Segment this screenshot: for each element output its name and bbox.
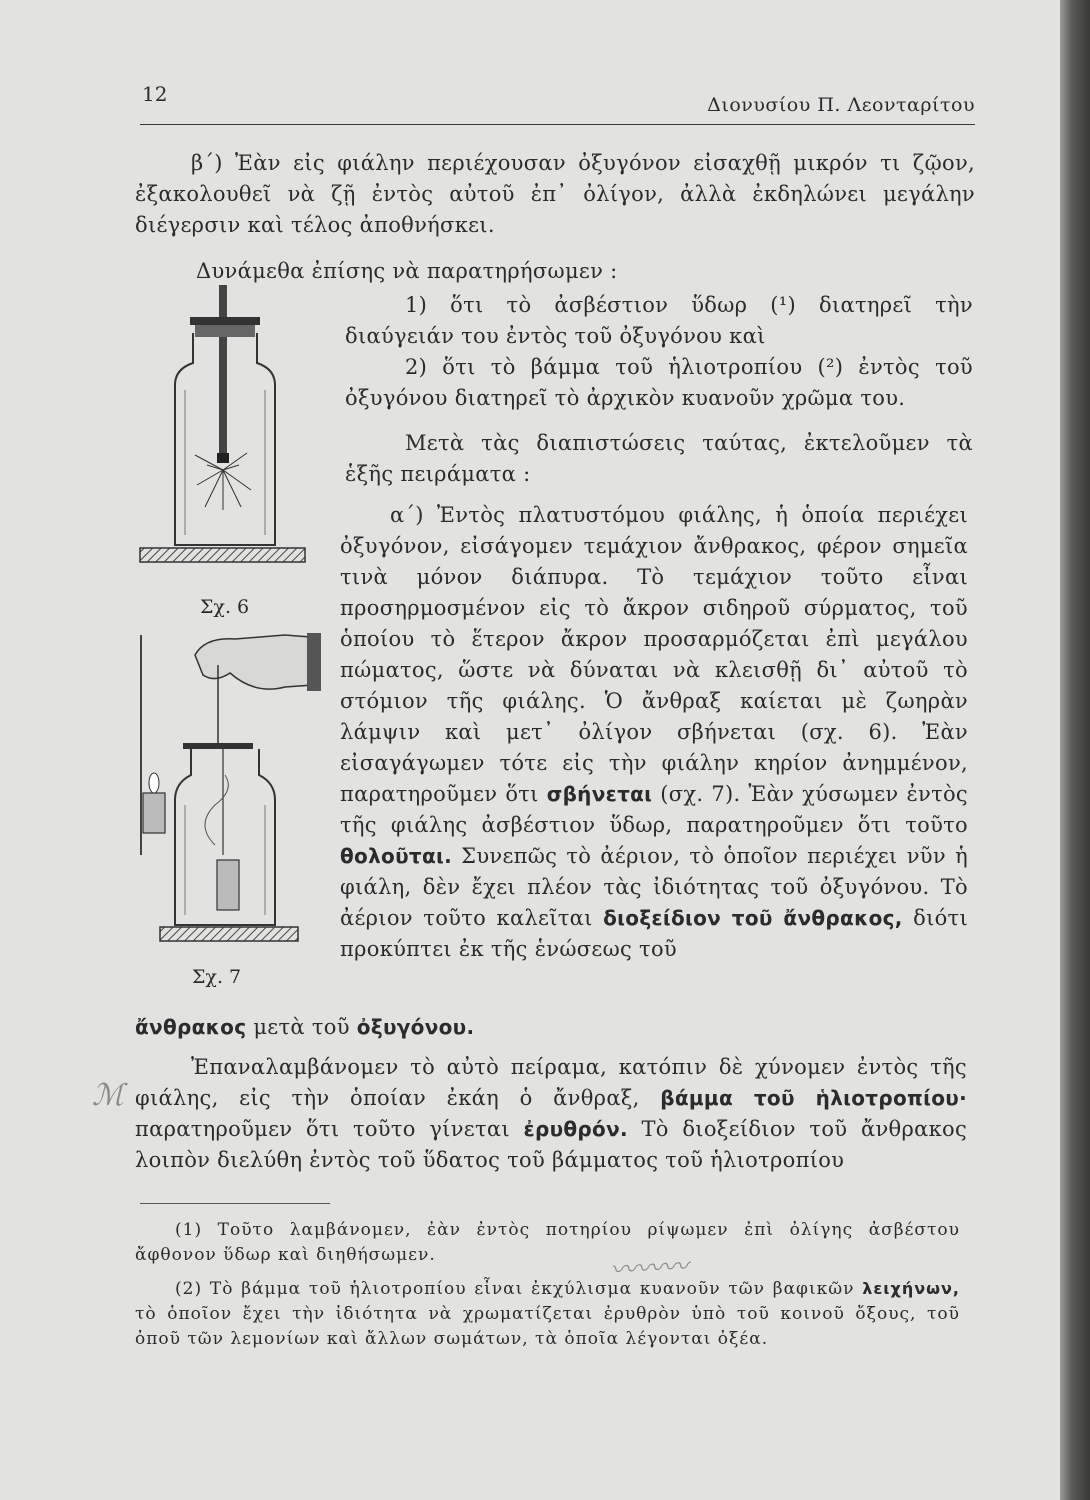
- bold-turbid: θολοῦται.: [340, 844, 452, 868]
- margin-pencil-mark: ℳ: [92, 1078, 125, 1113]
- pencil-underline-mark: 〰〰〰: [609, 1251, 689, 1287]
- page-header: [140, 80, 975, 125]
- figure-7-bottle-candle: [135, 625, 325, 945]
- footnote-rule: [140, 1203, 330, 1204]
- book-spine-edge: [1060, 0, 1090, 1500]
- bold-oxygen: ὀξυγόνου.: [356, 1015, 475, 1039]
- bold-carbon-dioxide: διοξείδιον τοῦ ἄνθρακος,: [603, 906, 903, 930]
- paragraph-item-1: 1) ὅτι τὸ ἀσβέστιον ὕδωρ (¹) διατηρεῖ τὴν διαύγειάν του ἐντὸς τοῦ ὀξυγόνου καὶ: [345, 293, 973, 348]
- bold-carbon: ἄνθρακος: [135, 1015, 247, 1039]
- paragraph-observe: Δυνάμεθα ἐπίσης νὰ παρατηρήσωμεν :: [196, 259, 618, 283]
- figure-6-caption: Σχ. 6: [200, 596, 250, 618]
- paragraph-alpha-end: ἄνθρακος μετὰ τοῦ ὀξυγόνου.: [135, 1015, 475, 1039]
- bold-extinguished: σβήνεται: [546, 782, 653, 806]
- figure-7-caption: Σχ. 7: [192, 966, 242, 988]
- paragraph-findings: Μετὰ τὰς διαπιστώσεις ταύτας, ἐκτελοῦμεν τὰ ἑξῆς πειράματα :: [345, 431, 973, 486]
- page-number: 12: [142, 82, 168, 106]
- paragraph-alpha: α΄) Ἐντὸς πλατυστόμου φιάλης, ἡ ὁποία περιέχει ὀξυγόνον, εἰσάγομεν τεμάχιον ἄνθρακος, φέρον σημεῖα τινὰ μόνον διάπυρα. Τὸ τεμάχιον τοῦτο εἶναι προσηρμοσμένον εἰς τὸ ἄκρον σιδηροῦ σύρματος, τοῦ ὁποίου τὸ ἕτερον ἄκρον προσαρμόζεται ἐπὶ μεγάλου πώματος, ὥστε νὰ δύναται νὰ κλεισθῇ δι᾿ αὐτοῦ τὸ στόμιον τῆς φιάλης. Ὁ ἄνθραξ καίεται μὲ ζωηρὰν λάμψιν καὶ μετ᾿ ὀλίγον σβήνεται (σχ. 6). Ἐὰν εἰσαγάγωμεν τότε εἰς τὴν φιάλην κηρίον ἀνημμένον, παρατηροῦμεν ὅτι σβήνεται (σχ. 7). Ἐὰν χύσωμεν ἐντὸς τῆς φιάλης ἀσβέστιον ὕδωρ, παρατηροῦμεν ὅτι τοῦτο θολοῦται. Συνεπῶς τὸ ἀέριον, τὸ ὁποῖον περιέχει νῦν ἡ φιάλη, δὲν ἔχει πλέον τὰς ἰδιότητας τοῦ ὀξυγόνου. Τὸ ἀέριον τοῦτο καλεῖται διοξείδιον τοῦ ἄνθρακος, διότι προκύπτει ἐκ τῆς ἑνώσεως τοῦ: [340, 503, 968, 961]
- bold-litmus: βάμμα τοῦ ἡλιοτροπίου·: [660, 1086, 967, 1110]
- footnote-2: (2) Τὸ βάμμα τοῦ ἡλιοτροπίου εἶναι ἐκχύλισμα κυανοῦν τῶν βαφικῶν λειχήνων, τὸ ὁποῖον ἔχει τὴν ἰδιότητα νὰ χρωματίζεται ἐρυθρὸν ὑπὸ τοῦ κοινοῦ ὄξους, τοῦ ὀποῦ τῶν λεμονίων καὶ ἄλλων σωμάτων, τὰ ὁποῖα λέγονται ὀξέα.: [135, 1279, 960, 1349]
- figure-6-bottle-charcoal: [135, 285, 315, 575]
- footnote-1: (1) Τοῦτο λαμβάνομεν, ἐὰν ἐντὸς ποτηρίου ρίψωμεν ἐπὶ ὀλίγης ἀσβέστου ἄφθονον ὕδωρ καὶ διηθήσωμεν.: [135, 1220, 960, 1265]
- paragraph-beta: β΄) Ἐὰν εἰς φιάλην περιέχουσαν ὀξυγόνον εἰσαχθῇ μικρόν τι ζῷον, ἐξακολουθεῖ νὰ ζῇ ἐντὸς αὐτοῦ ἐπ᾿ ὀλίγον, ἀλλὰ ἐκδηλώνει μεγάλην διέγερσιν καὶ τέλος ἀποθνήσκει.: [135, 151, 975, 237]
- paragraph-item-2: 2) ὅτι τὸ βάμμα τοῦ ἡλιοτροπίου (²) ἐντὸς τοῦ ὀξυγόνου διατηρεῖ τὸ ἀρχικὸν κυανοῦν χρῶμα του.: [345, 355, 973, 410]
- running-head: Διονυσίου Π. Λεονταρίτου: [707, 94, 975, 116]
- paragraph-litmus: Ἐπαναλαμβάνομεν τὸ αὐτὸ πείραμα, κατόπιν δὲ χύνομεν ἐντὸς τῆς φιάλης, εἰς τὴν ὁποίαν ἐκάη ὁ ἄνθραξ, βάμμα τοῦ ἡλιοτροπίου· παρατηροῦμεν ὅτι τοῦτο γίνεται ἐρυθρόν. Τὸ διοξείδιον τοῦ ἄνθρακος λοιπὸν διελύθη ἐντὸς τοῦ ὕδατος τοῦ βάμματος τοῦ ἡλιοτροπίου: [135, 1055, 968, 1172]
- bold-red: ἐρυθρόν.: [523, 1117, 628, 1141]
